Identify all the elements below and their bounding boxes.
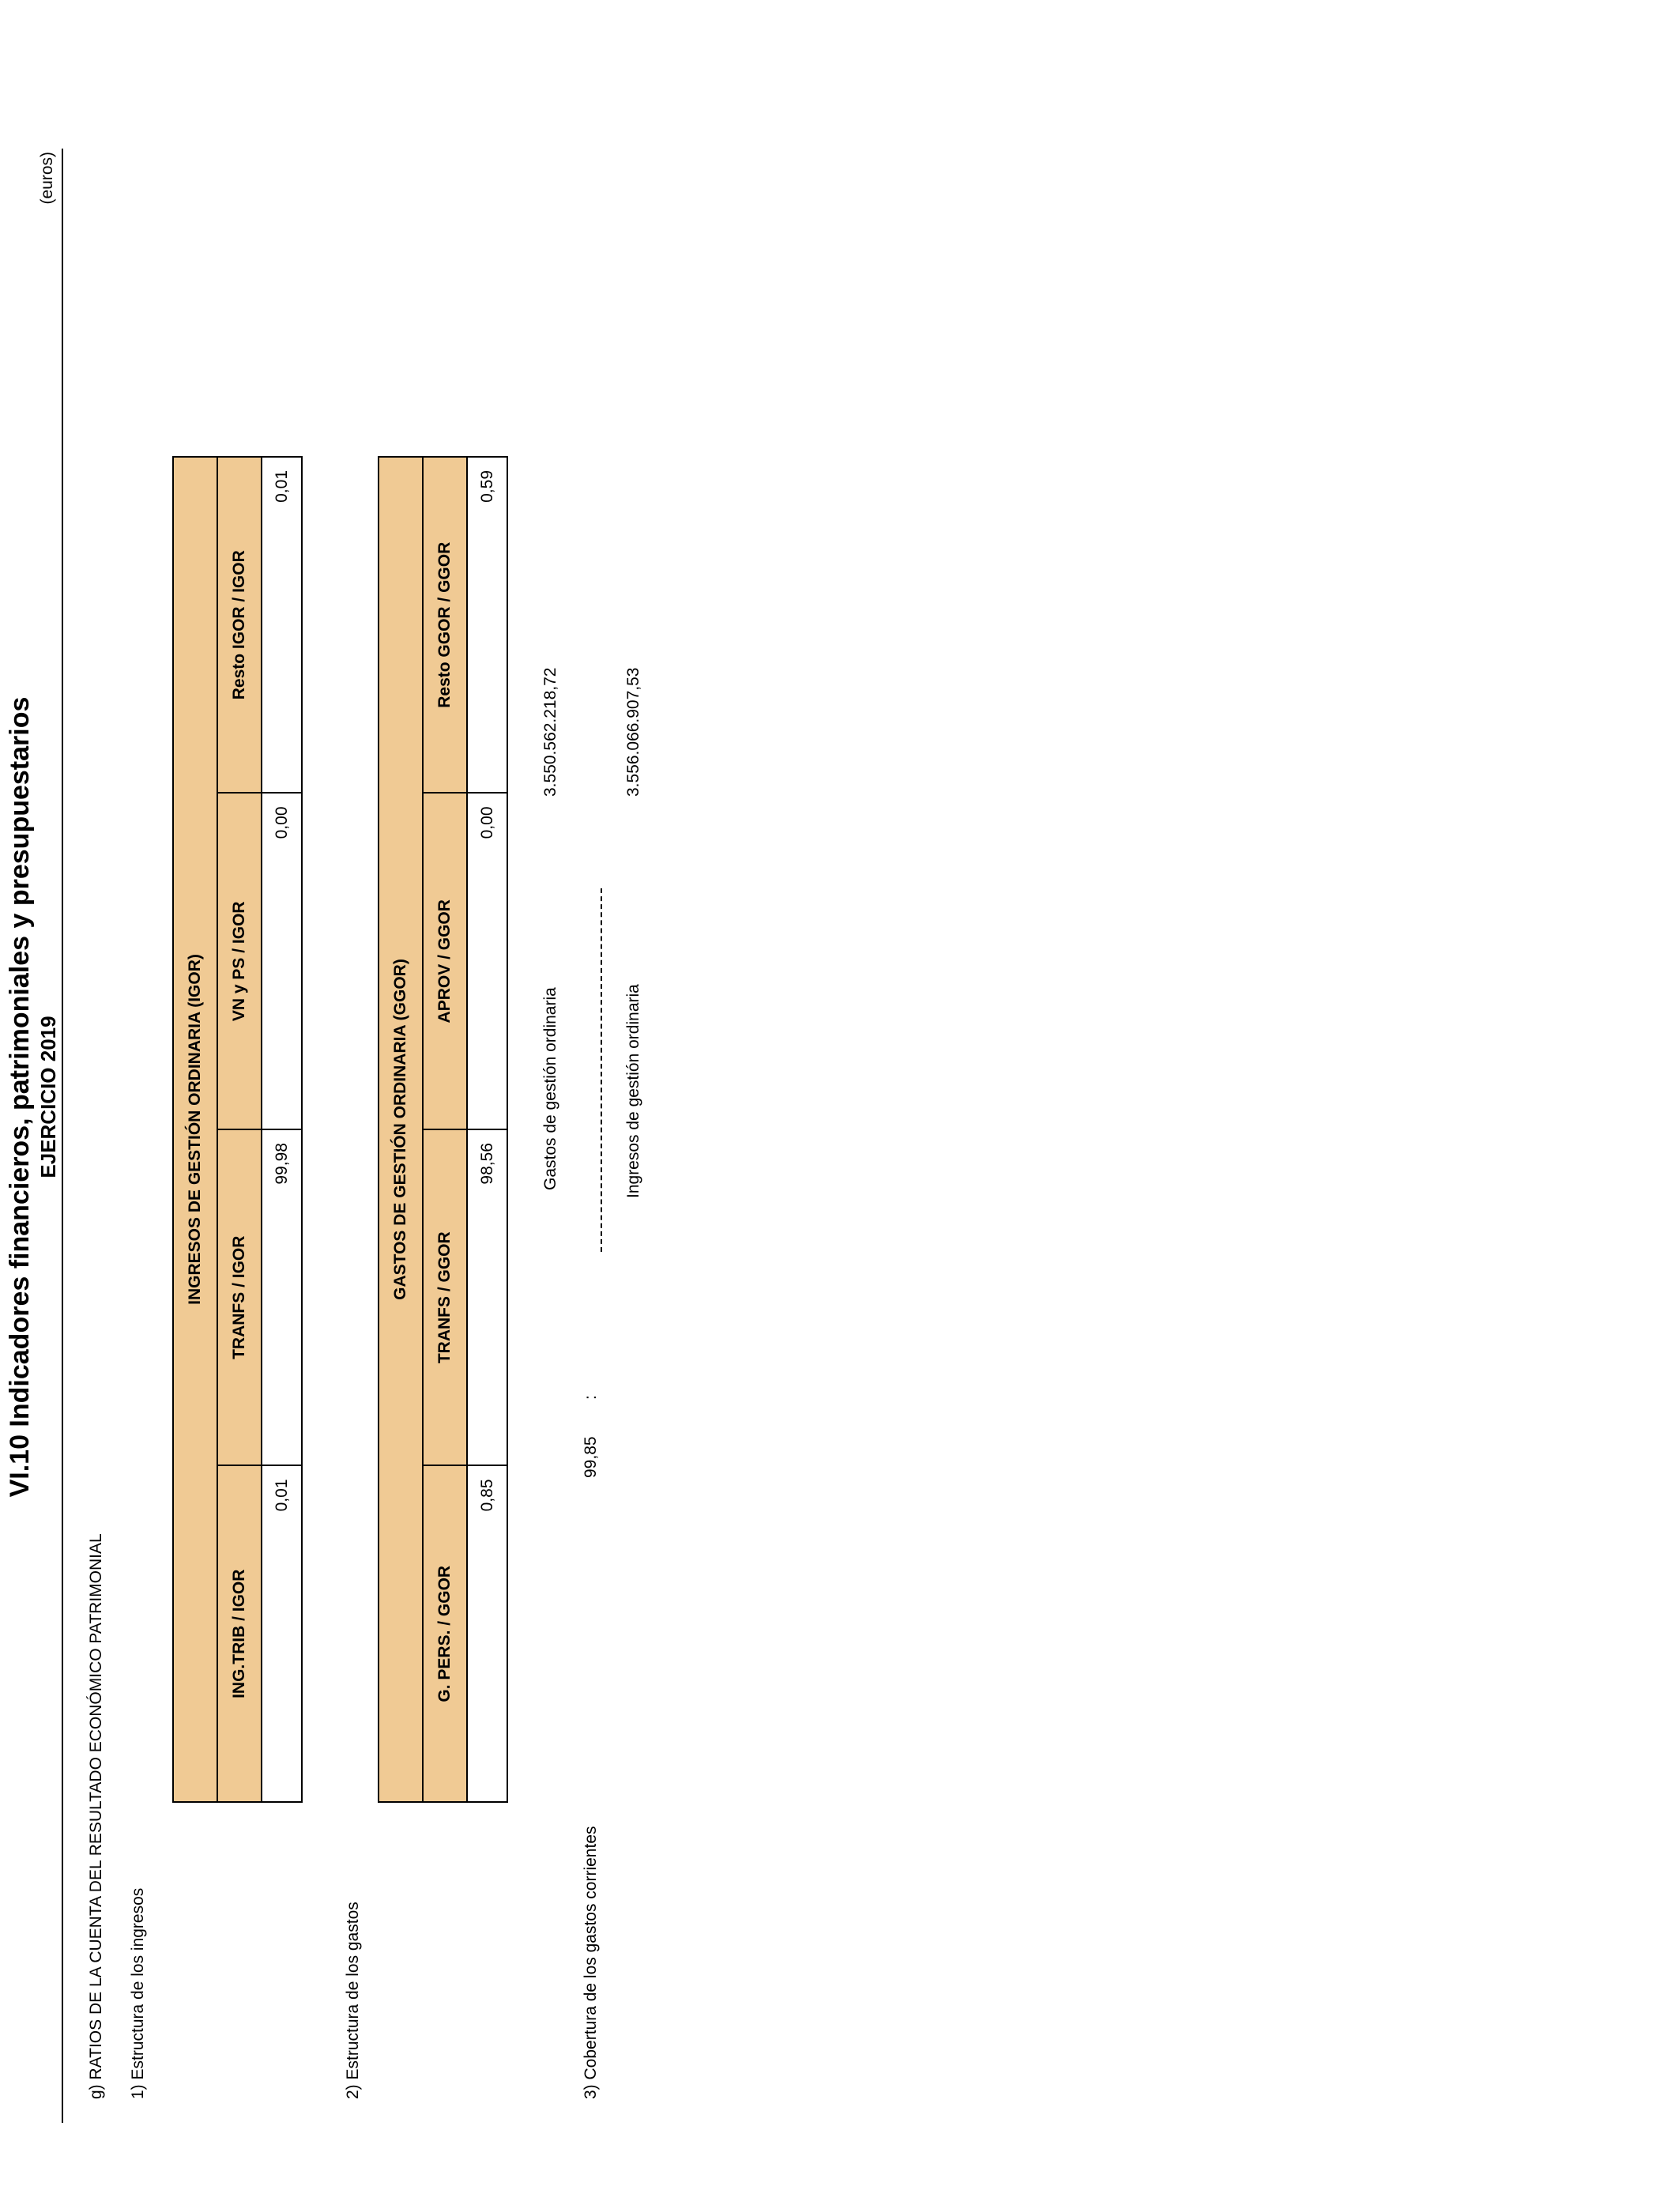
gastos-label: 2) Estructura de los gastos (344, 1902, 362, 2099)
ingresos-value: 0,01 (262, 1466, 302, 1803)
ingresos-col-header: Resto IGOR / IGOR (217, 457, 262, 794)
ingresos-col-header: ING.TRIB / IGOR (217, 1466, 262, 1803)
units-label: (euros) (38, 152, 56, 205)
section-title: g) RATIOS DE LA CUENTA DEL RESULTADO ECONÓMICO PATRIMONIAL (87, 1533, 105, 2099)
gastos-table (378, 456, 508, 1803)
denominator-label: Ingresos de gestión ordinaria (624, 984, 642, 1198)
ingresos-group-header: INGRESOS DE GESTIÓN ORDINARIA (IGOR) (173, 457, 217, 1802)
ingresos-col-header: TRANFS / IGOR (217, 1129, 262, 1466)
ingresos-value: 0,01 (262, 457, 302, 794)
gastos-value: 0,85 (467, 1466, 507, 1803)
ingresos-label: 1) Estructura de los ingresos (129, 1887, 147, 2099)
gastos-col-header: Resto GGOR / GGOR (423, 457, 467, 794)
fraction-line (601, 888, 602, 1252)
gastos-value: 98,56 (467, 1129, 507, 1466)
ingresos-value: 99,98 (262, 1129, 302, 1466)
cobertura-value: 99,85 (582, 1436, 600, 1478)
denominator-value: 3.556.066.907,53 (624, 667, 642, 797)
page-subtitle: EJERCICIO 2019 (36, 1016, 60, 1178)
numerator-value: 3.550.562.218,72 (541, 667, 559, 797)
gastos-col-header: G. PERS. / GGOR (423, 1466, 467, 1803)
ingresos-col-header: VN y PS / IGOR (217, 794, 262, 1130)
gastos-col-header: APROV / GGOR (423, 794, 467, 1130)
header-rule (62, 149, 63, 2123)
gastos-value: 0,59 (467, 457, 507, 794)
gastos-group-header: GASTOS DE GESTIÓN ORDINARIA (GGOR) (379, 457, 423, 1802)
gastos-value: 0,00 (467, 794, 507, 1130)
page-title: VI.10 Indicadores financieros, patrimoniales y presupuestarios (5, 696, 35, 1498)
ingresos-value: 0,00 (262, 794, 302, 1130)
cobertura-separator: : (582, 1395, 600, 1400)
cobertura-label: 3) Cobertura de los gastos corrientes (582, 1826, 600, 2099)
ingresos-table (172, 456, 303, 1803)
numerator-label: Gastos de gestión ordinaria (541, 987, 559, 1190)
gastos-col-header: TRANFS / GGOR (423, 1129, 467, 1466)
